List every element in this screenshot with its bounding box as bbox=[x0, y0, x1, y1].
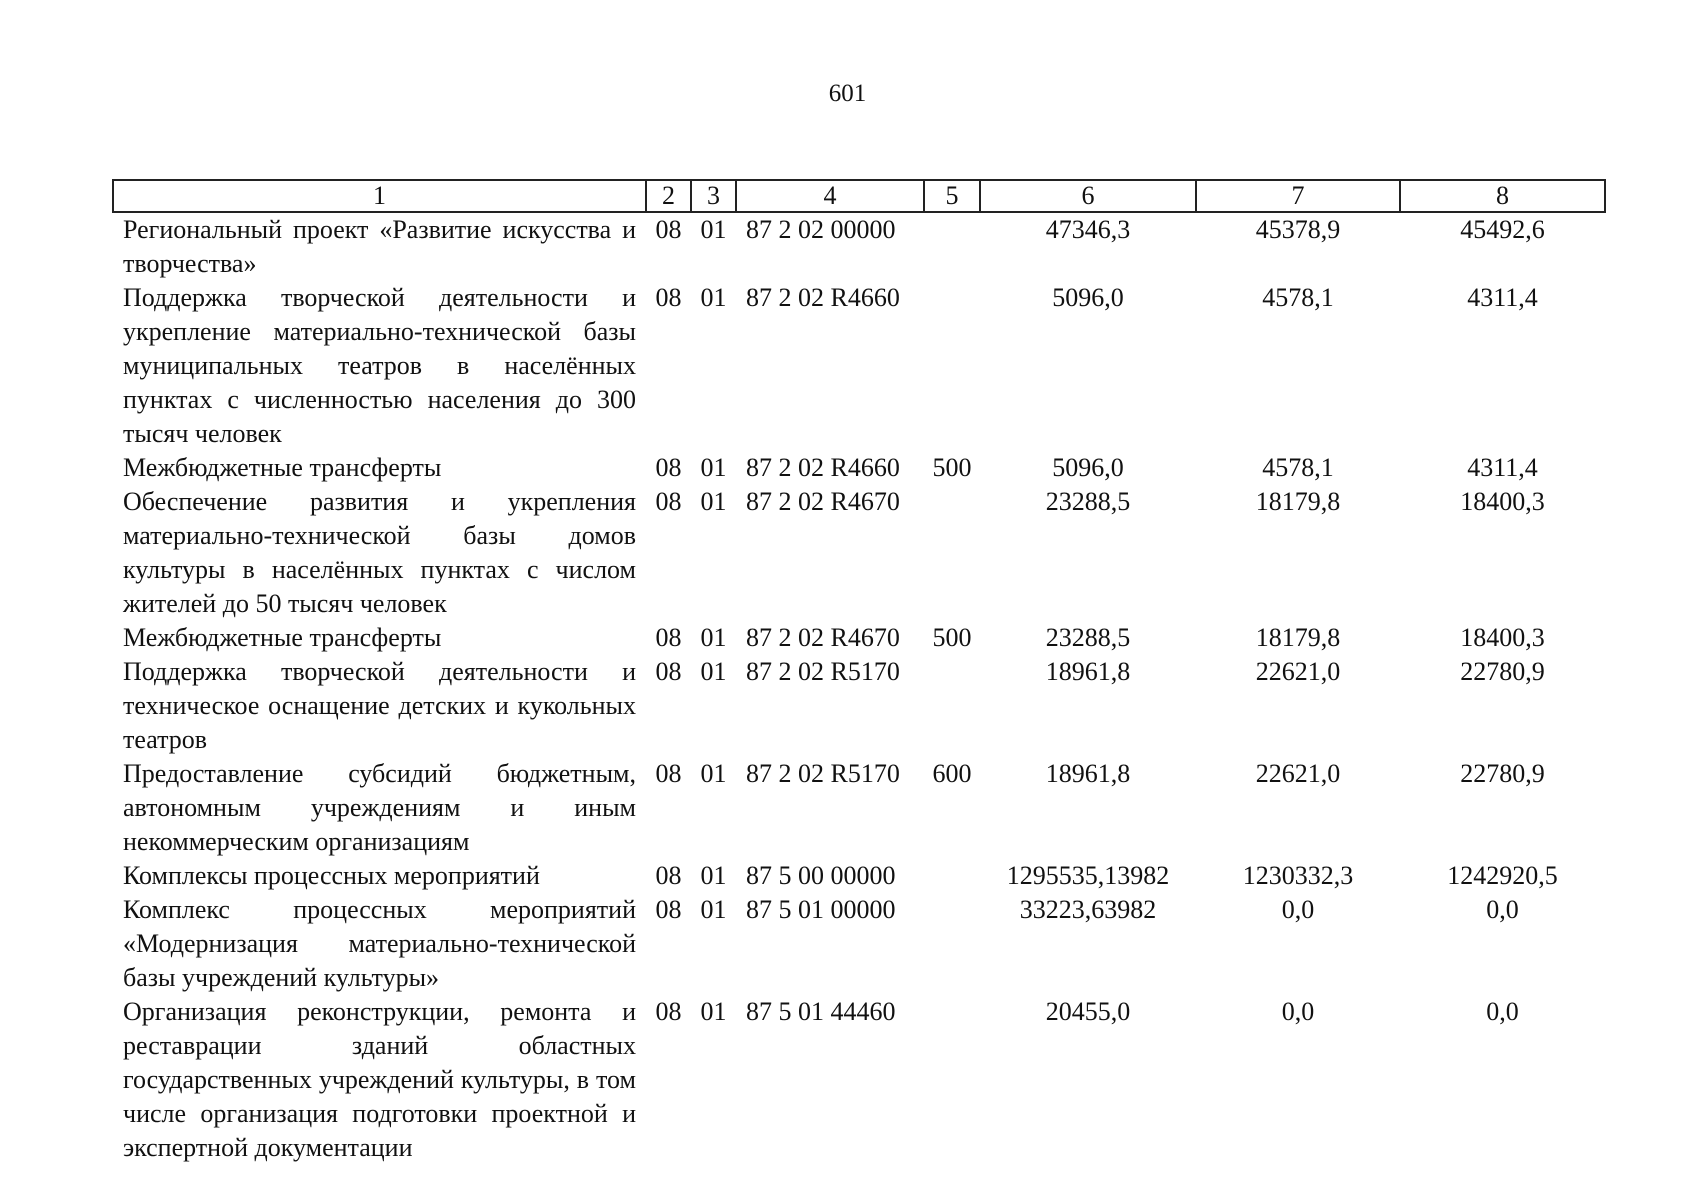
row-name: Поддержка творческой деятельности и техническое оснащение детских и кукольных театров bbox=[123, 657, 636, 754]
row-value-7: 4578,1 bbox=[1262, 283, 1334, 312]
table-row bbox=[113, 655, 1605, 757]
row-name: Комплексы процессных мероприятий bbox=[123, 861, 540, 890]
row-target-code: 87 5 01 44460 bbox=[746, 997, 896, 1026]
row-value-8: 1242920,5 bbox=[1447, 861, 1558, 890]
row-value-6: 47346,3 bbox=[1045, 215, 1131, 244]
row-target-code: 87 5 01 00000 bbox=[746, 895, 896, 924]
row-name: Предоставление субсидий бюджетным, автономным учреждениям и иным некоммерческим организациям bbox=[123, 759, 636, 856]
row-section: 08 bbox=[655, 623, 682, 652]
row-section: 08 bbox=[655, 215, 682, 244]
row-value-6: 23288,5 bbox=[1045, 487, 1131, 516]
row-name: Межбюджетные трансферты bbox=[123, 623, 442, 652]
row-target-code: 87 5 00 00000 bbox=[746, 861, 896, 890]
page-number: 601 bbox=[828, 80, 867, 107]
header-col-1: 1 bbox=[113, 180, 646, 212]
table-row bbox=[113, 893, 1605, 995]
row-value-7: 0,0 bbox=[1281, 895, 1315, 924]
row-value-8: 4311,4 bbox=[1467, 283, 1538, 312]
row-section: 08 bbox=[655, 453, 682, 482]
row-value-8: 22780,9 bbox=[1460, 657, 1545, 686]
row-value-8: 18400,3 bbox=[1460, 623, 1545, 652]
row-subsection: 01 bbox=[700, 657, 727, 686]
header-col-3: 3 bbox=[691, 180, 736, 212]
row-value-8: 18400,3 bbox=[1460, 487, 1545, 516]
row-target-code: 87 2 02 00000 bbox=[746, 215, 896, 244]
row-target-code: 87 2 02 R4660 bbox=[746, 453, 900, 482]
header-col-2: 2 bbox=[646, 180, 691, 212]
row-value-8: 4311,4 bbox=[1467, 453, 1538, 482]
row-value-6: 20455,0 bbox=[1045, 997, 1131, 1026]
row-section: 08 bbox=[655, 487, 682, 516]
row-section: 08 bbox=[655, 997, 682, 1026]
row-value-7: 45378,9 bbox=[1255, 215, 1341, 244]
row-target-code: 87 2 02 R5170 bbox=[746, 657, 900, 686]
row-subsection: 01 bbox=[700, 215, 727, 244]
header-col-5: 5 bbox=[924, 180, 980, 212]
row-name: Межбюджетные трансферты bbox=[123, 453, 442, 482]
table-row bbox=[113, 859, 1605, 893]
row-section: 08 bbox=[655, 657, 682, 686]
row-section: 08 bbox=[655, 759, 682, 788]
row-name: Комплекс процессных мероприятий «Модернизация материально-технической базы учреждений культуры» bbox=[123, 895, 636, 992]
row-subsection: 01 bbox=[700, 453, 727, 482]
row-subsection: 01 bbox=[700, 997, 727, 1026]
row-value-7: 22621,0 bbox=[1255, 759, 1341, 788]
row-value-6: 18961,8 bbox=[1045, 657, 1131, 686]
row-target-code: 87 2 02 R4660 bbox=[746, 283, 900, 312]
row-expense-type bbox=[924, 212, 980, 281]
row-value-6: 23288,5 bbox=[1045, 623, 1131, 652]
row-value-7: 18179,8 bbox=[1255, 623, 1341, 652]
row-subsection: 01 bbox=[700, 895, 727, 924]
row-subsection: 01 bbox=[700, 861, 727, 890]
table-header-row bbox=[113, 180, 1605, 212]
row-value-8: 0,0 bbox=[1486, 895, 1519, 924]
row-value-7: 22621,0 bbox=[1255, 657, 1341, 686]
row-value-7: 4578,1 bbox=[1262, 453, 1334, 482]
row-value-8: 22780,9 bbox=[1460, 759, 1545, 788]
row-expense-type bbox=[924, 859, 980, 893]
row-name: Обеспечение развития и укрепления материально-технической базы домов культуры в населённых пунктах с числом жителей до 50 тысяч человек bbox=[123, 487, 636, 618]
row-value-6: 5096,0 bbox=[1052, 283, 1124, 312]
table-row bbox=[113, 995, 1605, 1165]
budget-table bbox=[112, 179, 1606, 1165]
row-value-8: 45492,6 bbox=[1460, 215, 1545, 244]
table-row bbox=[113, 485, 1605, 621]
row-expense-type bbox=[924, 281, 980, 451]
row-name: Региональный проект «Развитие искусства и творчества» bbox=[123, 215, 636, 278]
table-row bbox=[113, 212, 1605, 281]
row-value-6: 5096,0 bbox=[1052, 453, 1124, 482]
row-value-7: 18179,8 bbox=[1255, 487, 1341, 516]
row-expense-type bbox=[924, 995, 980, 1165]
row-expense-type: 600 bbox=[932, 759, 972, 788]
row-subsection: 01 bbox=[700, 283, 727, 312]
row-section: 08 bbox=[655, 861, 682, 890]
header-col-4: 4 bbox=[736, 180, 924, 212]
row-target-code: 87 2 02 R4670 bbox=[746, 623, 900, 652]
row-subsection: 01 bbox=[700, 487, 727, 516]
row-value-6: 33223,63982 bbox=[1019, 895, 1157, 924]
table-row bbox=[113, 281, 1605, 451]
row-value-8: 0,0 bbox=[1486, 997, 1519, 1026]
table-row bbox=[113, 451, 1605, 485]
row-name: Организация реконструкции, ремонта и реставрации зданий областных государственных учреждений культуры, в том числе организация подготовки проектной и экспертной документации bbox=[123, 997, 636, 1162]
row-expense-type bbox=[924, 893, 980, 995]
row-section: 08 bbox=[655, 895, 682, 924]
table-row bbox=[113, 621, 1605, 655]
header-col-7: 7 bbox=[1196, 180, 1400, 212]
row-subsection: 01 bbox=[700, 759, 727, 788]
row-expense-type bbox=[924, 485, 980, 621]
row-name: Поддержка творческой деятельности и укрепление материально-технической базы муниципальных театров в населённых пунктах с численностью населения до 300 тысяч человек bbox=[123, 283, 636, 448]
row-value-6: 18961,8 bbox=[1045, 759, 1131, 788]
row-expense-type: 500 bbox=[932, 623, 972, 652]
header-col-8: 8 bbox=[1400, 180, 1605, 212]
row-expense-type bbox=[924, 655, 980, 757]
row-subsection: 01 bbox=[700, 623, 727, 652]
header-col-6: 6 bbox=[980, 180, 1196, 212]
row-expense-type: 500 bbox=[932, 453, 972, 482]
row-target-code: 87 2 02 R5170 bbox=[746, 759, 900, 788]
row-value-7: 1230332,3 bbox=[1242, 861, 1354, 890]
row-section: 08 bbox=[655, 283, 682, 312]
row-value-6: 1295535,13982 bbox=[1006, 861, 1170, 890]
row-value-7: 0,0 bbox=[1281, 997, 1315, 1026]
row-target-code: 87 2 02 R4670 bbox=[746, 487, 900, 516]
table-row bbox=[113, 757, 1605, 859]
